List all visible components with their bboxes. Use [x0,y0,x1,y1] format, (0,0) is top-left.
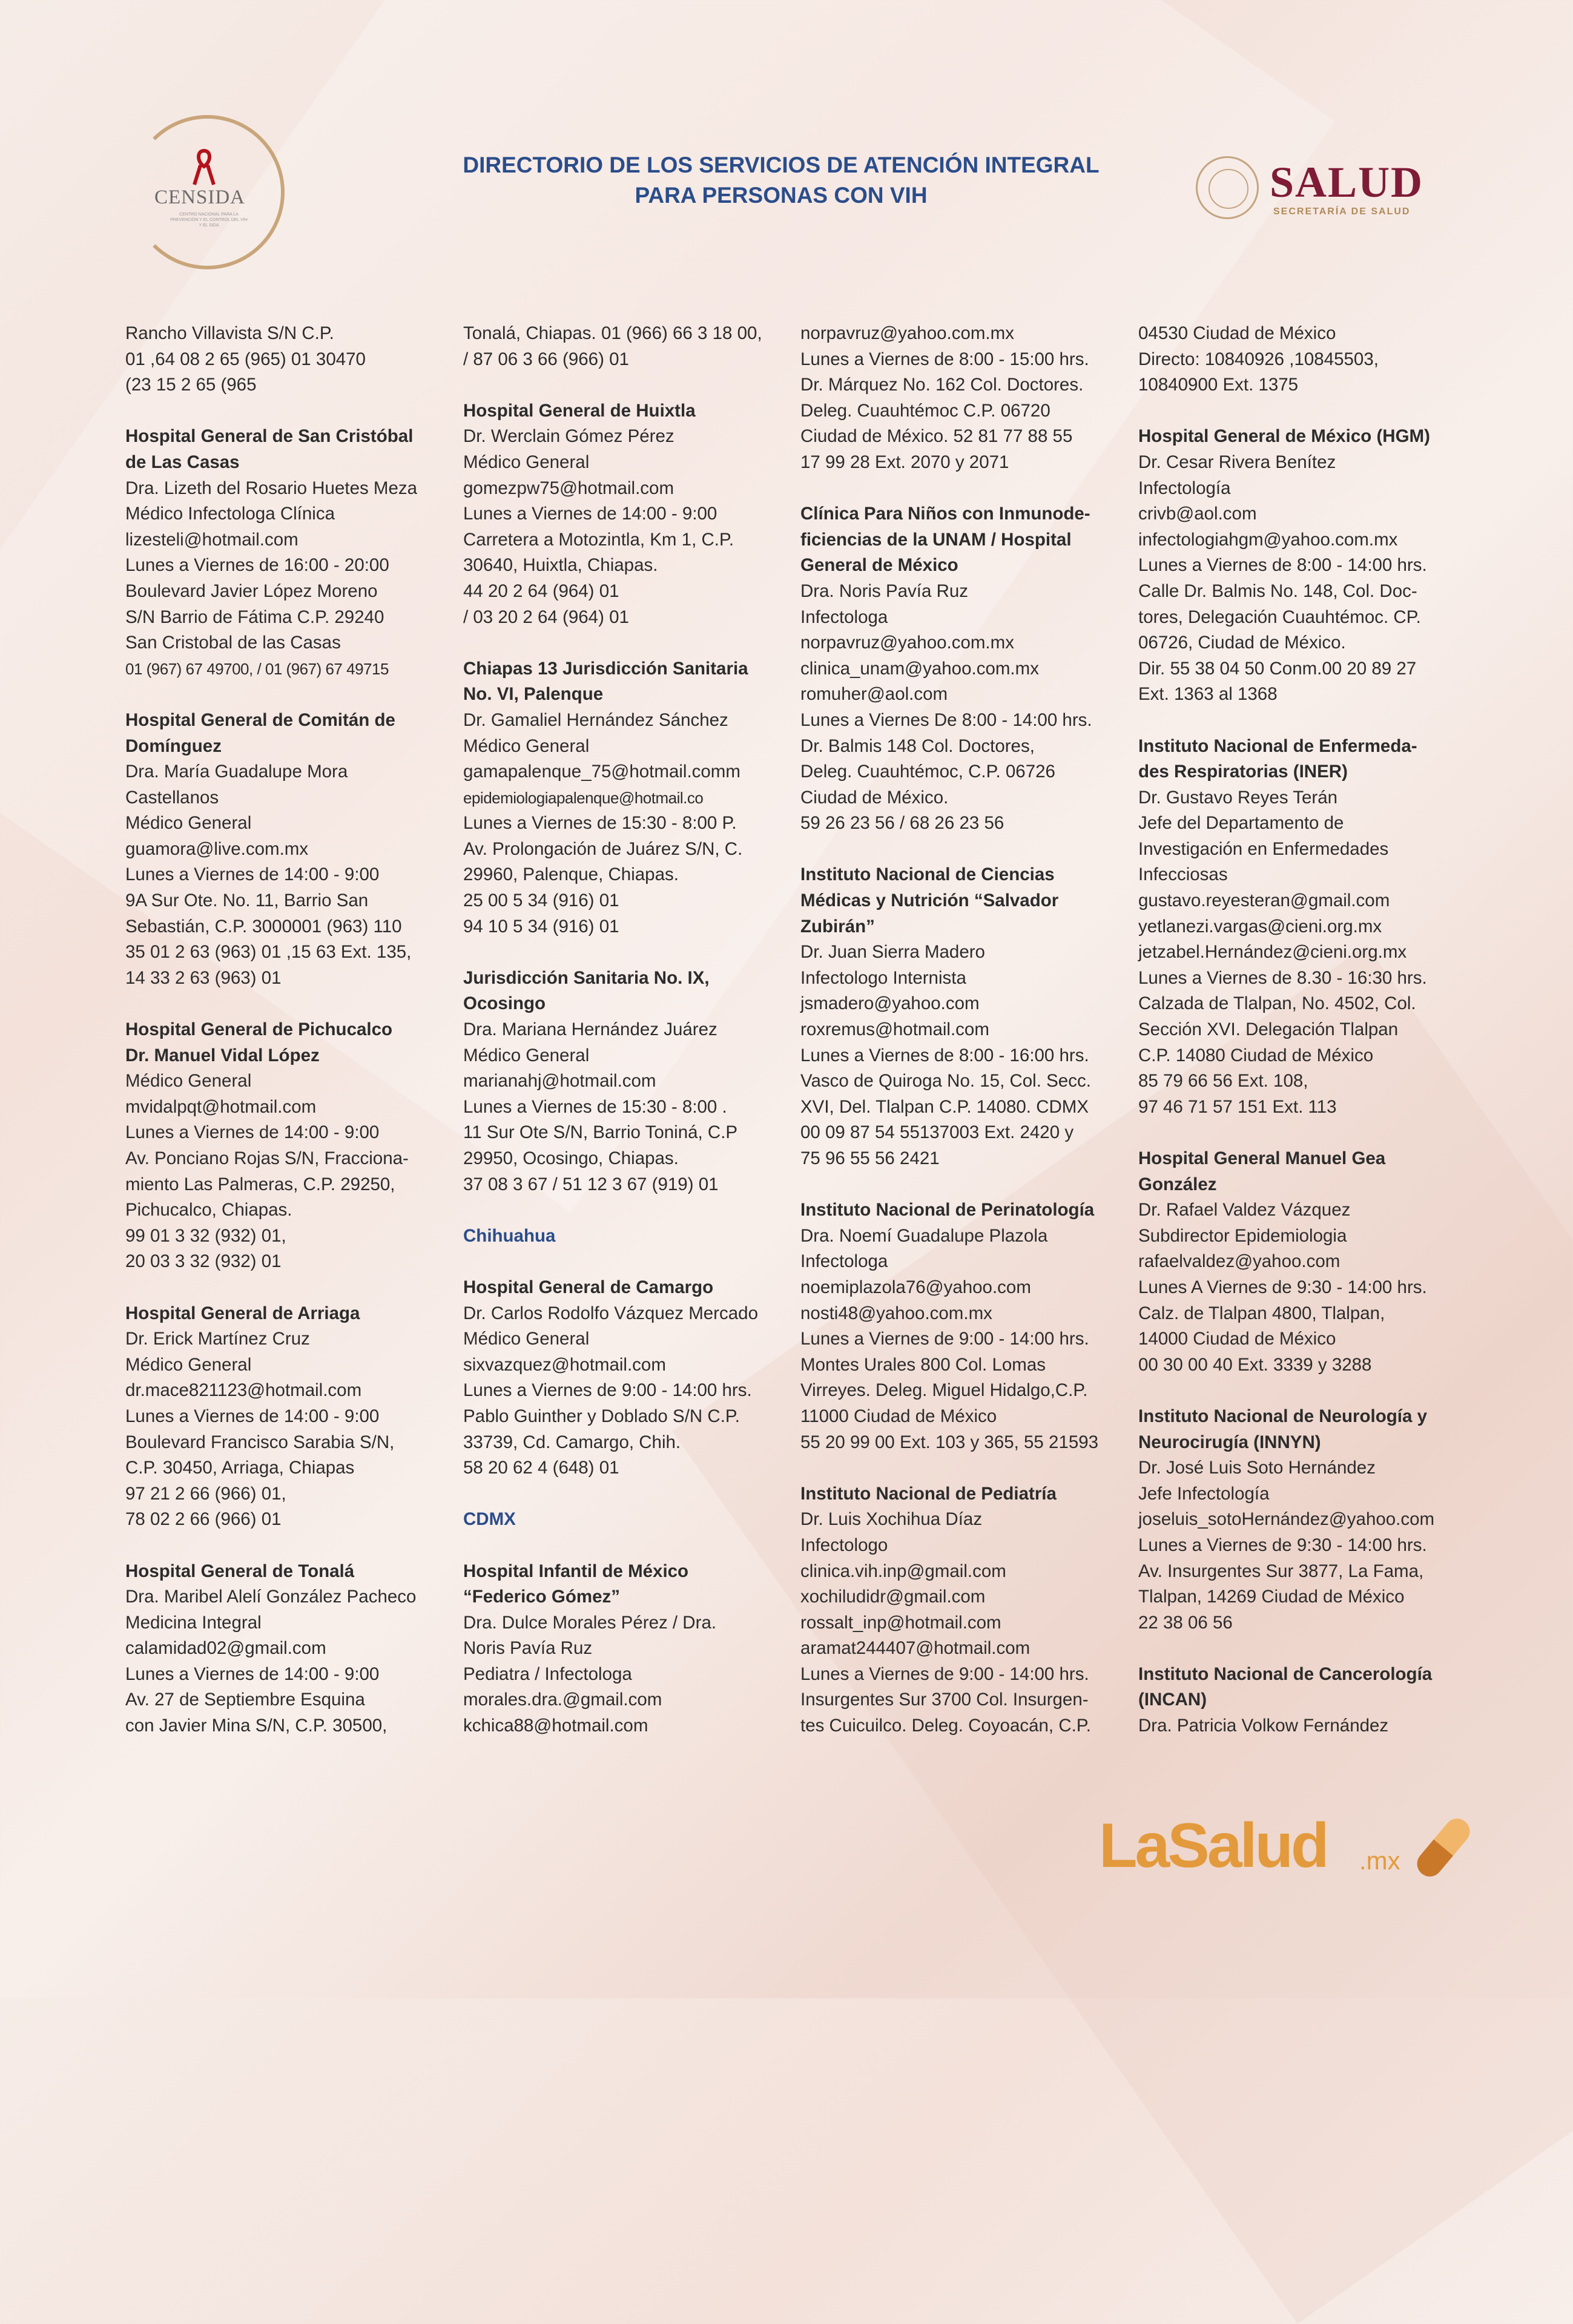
entry-line: calamidad02@gmail.com [125,1638,326,1659]
entry-line: Lunes a Viernes de 9:00 - 14:00 hrs. [800,1664,1089,1684]
entry-line: Pichucalco, Chiapas. [125,1200,292,1220]
entry-heading: Chiapas 13 Jurisdicción Sanitaria [463,658,748,679]
entry-line: 97 21 2 66 (966) 01, [125,1483,286,1504]
entry-line: Dr. Gamaliel Hernández Sánchez [463,709,728,730]
entry-line: nosti48@yahoo.com.mx [800,1303,992,1323]
entry-heading: de Las Casas [125,452,240,472]
entry-line: Lunes a Viernes De 8:00 - 14:00 hrs. [800,709,1092,730]
entry-heading: Hospital General de San Cristóbal [125,426,414,447]
entry-line: Lunes A Viernes de 9:30 - 14:00 hrs. [1138,1277,1427,1297]
entry-line: sixvazquez@hotmail.com [463,1354,666,1375]
entry-line: Tlalpan, 14269 Ciudad de México [1138,1587,1405,1607]
entry-heading: Instituto Nacional de Enfermeda- [1138,736,1417,756]
entry-line: Lunes a Viernes de 16:00 - 20:00 [125,555,389,576]
entry-line: Lunes a Viernes de 15:30 - 8:00 . [463,1096,727,1117]
entry-line: Dr. Rafael Valdez Vázquez [1138,1200,1351,1220]
censida-logo-subtitle: CENTRO NACIONAL PARA LA PREVENCIÓN Y EL CONTROL DEL VIH Y EL SIDA [170,212,248,228]
salud-logo [1196,156,1438,223]
entry-line: 14 33 2 63 (963) 01 [125,967,282,988]
entry-line: Infectología [1138,478,1231,498]
entry-heading: Instituto Nacional de Perinatología [800,1200,1095,1220]
entry-line: morales.dra.@gmail.com [463,1690,662,1710]
entry-heading: ficiencias de la UNAM / Hospital [800,529,1072,550]
spacer [1138,398,1447,424]
entry-line: Jefe del Departamento de [1138,813,1344,834]
entry-line: 11000 Ciudad de México [800,1406,997,1426]
page-title [363,150,1199,211]
entry-heading: Neurocirugía (INNYN) [1138,1432,1321,1452]
entry-line: San Cristobal de las Casas [125,633,341,653]
entry-line: 29960, Palenque, Chiapas. [463,864,679,885]
entry-line: Jefe Infectología [1138,1483,1270,1504]
directory-column-2 [463,321,772,1739]
entry-line: Lunes a Viernes de 14:00 - 9:00 [125,1664,380,1684]
entry-heading: Hospital General de Comitán de [125,709,395,730]
entry-line: Calzada de Tlalpan, No. 4502, Col. [1138,993,1416,1014]
entry-heading: des Respiratorias (INER) [1138,762,1348,782]
entry-heading: Hospital General Manuel Gea [1138,1148,1386,1168]
entry-line: 94 10 5 34 (916) 01 [463,916,619,937]
entry-line: romuher@aol.com [800,684,948,705]
entry-line: Calle Dr. Balmis No. 148, Col. Doc- [1138,581,1417,601]
spacer [125,1533,434,1559]
entry-line: tes Cuicuilco. Deleg. Coyoacán, C.P. [800,1716,1091,1736]
entry-line: Sección XVI. Delegación Tlalpan [1138,1019,1399,1040]
entry-line: Av. 27 de Septiembre Esquina [125,1690,365,1710]
entry-line: 29950, Ocosingo, Chiapas. [463,1148,679,1168]
entry-line: Dra. Noemí Guadalupe Plazola [800,1225,1048,1246]
entry-line: Rancho Villavista S/N C.P. [125,323,334,343]
entry-line: Lunes a Viernes de 8:00 - 15:00 hrs. [800,349,1089,369]
entry-line: xochiludidr@gmail.com [800,1587,986,1607]
entry-line: Castellanos [125,787,219,808]
spacer [1138,1636,1447,1662]
censida-logo-text: CENSIDA [154,186,246,208]
entry-line: Infecciosas [1138,864,1228,885]
salud-logo-text: SALUD [1270,158,1424,206]
entry-line: Av. Insurgentes Sur 3877, La Fama, [1138,1561,1424,1581]
entry-line: Médico General [463,452,590,472]
entry-heading: Hospital General de México (HGM) [1138,426,1430,447]
entry-line: Lunes a Viernes de 14:00 - 9:00 [125,1406,380,1426]
entry-line: 33739, Cd. Camargo, Chih. [463,1432,681,1452]
entry-line: 59 26 23 56 / 68 26 23 56 [800,813,1004,834]
spacer [125,991,434,1017]
entry-line: 35 01 2 63 (963) 01 ,15 63 Ext. 135, [125,942,412,963]
lasalud-logo [1099,1810,1492,1895]
entry-line: miento Las Palmeras, C.P. 29250, [125,1174,395,1194]
entry-line: Dir. 55 38 04 50 Conm.00 20 89 27 [1138,658,1417,679]
entry-line: / 03 20 2 64 (964) 01 [463,607,629,627]
lasalud-logo-text: LaSalud [1099,1811,1327,1881]
entry-line: yetlanezi.vargas@cieni.org.mx [1138,916,1382,937]
entry-heading: Clínica Para Niños con Inmunode- [800,504,1090,524]
entry-line: Médico General [463,736,590,756]
spacer [800,476,1109,502]
entry-line: Dra. María Guadalupe Mora [125,762,348,782]
entry-line: Lunes a Viernes de 14:00 - 9:00 [463,504,717,524]
spacer [125,398,434,424]
entry-line: XVI, Del. Tlalpan C.P. 14080. CDMX [800,1096,1089,1117]
spacer [463,372,772,398]
entry-line: 20 03 3 32 (932) 01 [125,1251,282,1272]
entry-line: Dra. Mariana Hernández Juárez [463,1019,717,1040]
entry-line: gamapalenque_75@hotmail.comm [463,762,740,782]
entry-heading: Médicas y Nutrición “Salvador [800,890,1059,911]
entry-line: 78 02 2 66 (966) 01 [125,1509,282,1530]
entry-line: roxremus@hotmail.com [800,1019,989,1040]
entry-line: Lunes a Viernes de 9:00 - 14:00 hrs. [800,1329,1089,1349]
entry-line: Av. Ponciano Rojas S/N, Fracciona- [125,1148,409,1168]
pill-icon [1412,1814,1475,1882]
entry-line: 10840900 Ext. 1375 [1138,375,1299,395]
entry-line: Lunes a Viernes de 8:00 - 14:00 hrs. [1138,555,1427,576]
entry-line: rossalt_inp@hotmail.com [800,1612,1001,1633]
title-line-1: DIRECTORIO DE LOS SERVICIOS DE ATENCIÓN INTEGRAL [463,153,1100,177]
spacer [463,1197,772,1223]
entry-line: 37 08 3 67 / 51 12 3 67 (919) 01 [463,1174,719,1194]
spacer [125,682,434,708]
entry-heading: Hospital General de Arriaga [125,1303,360,1323]
spacer [800,1455,1109,1481]
entry-line: norpavruz@yahoo.com.mx [800,323,1014,343]
entry-line: Dr. Cesar Rivera Benítez [1138,452,1336,472]
entry-line: Carretera a Motozintla, Km 1, C.P. [463,529,734,550]
entry-line: Médico General [463,1045,590,1065]
entry-line: Infectologa [800,607,888,627]
region-heading: Chihuahua [463,1225,556,1246]
entry-line: Dra. Maribel Alelí González Pacheco [125,1587,417,1607]
spacer [463,630,772,656]
entry-line: Dr. Luis Xochihua Díaz [800,1509,983,1530]
region-heading: CDMX [463,1509,516,1530]
entry-line: Infectologo [800,1535,888,1555]
entry-line: Infectologa [800,1251,888,1272]
mexico-seal-icon [1196,156,1259,219]
entry-heading: Ocosingo [463,993,546,1014]
entry-line: Dr. Carlos Rodolfo Vázquez Mercado [463,1303,758,1323]
entry-line: Vasco de Quiroga No. 15, Col. Secc. [800,1071,1091,1091]
entry-line: jetzabel.Hernández@cieni.org.mx [1138,942,1407,963]
entry-line: Ciudad de México. [800,787,949,808]
spacer [463,940,772,966]
entry-heading: Hospital Infantil de México [463,1561,689,1581]
entry-line: Médico General [463,1329,590,1349]
entry-line: lizesteli@hotmail.com [125,529,298,550]
entry-line: 11 Sur Ote S/N, Barrio Toniná, C.P [463,1122,738,1143]
entry-heading: Jurisdicción Sanitaria No. IX, [463,967,710,988]
entry-line: con Javier Mina S/N, C.P. 30500, [125,1716,387,1736]
entry-line: / 87 06 3 66 (966) 01 [463,349,629,369]
entry-line: 44 20 2 64 (964) 01 [463,581,619,601]
entry-line: 22 38 06 56 [1138,1612,1233,1633]
entry-line: Tonalá, Chiapas. 01 (966) 66 3 18 00, [463,323,762,343]
spacer [800,1172,1109,1198]
entry-line: Médico General [125,1071,252,1091]
entry-line: 99 01 3 32 (932) 01, [125,1225,286,1246]
spacer [463,1533,772,1559]
entry-heading: González [1138,1174,1217,1194]
entry-line: Médico Infectologa Clínica [125,504,335,524]
entry-line: mvidalpqt@hotmail.com [125,1096,317,1117]
entry-line: Insurgentes Sur 3700 Col. Insurgen- [800,1690,1089,1710]
entry-line: Dr. Márquez No. 162 Col. Doctores. [800,375,1084,395]
entry-line: 25 00 5 34 (916) 01 [463,890,619,911]
entry-line: 85 79 66 56 Ext. 108, [1138,1071,1308,1091]
entry-line: 01 ,64 08 2 65 (965) 01 30470 [125,349,366,369]
entry-line: S/N Barrio de Fátima C.P. 29240 [125,607,384,627]
entry-line: jsmadero@yahoo.com [800,993,980,1014]
entry-line: Boulevard Javier López Moreno [125,581,378,601]
entry-heading: Instituto Nacional de Neurología y [1138,1406,1427,1426]
entry-heading: Domínguez [125,736,222,756]
title-line-2: PARA PERSONAS CON VIH [635,183,928,208]
entry-line: Pablo Guinther y Doblado S/N C.P. [463,1406,740,1426]
entry-line: 9A Sur Ote. No. 11, Barrio San [125,890,369,911]
spacer [463,1481,772,1507]
entry-line: joseluis_sotoHernández@yahoo.com [1138,1509,1435,1530]
entry-line: C.P. 30450, Arriaga, Chiapas [125,1458,355,1478]
entry-line: Pediatra / Infectologa [463,1664,632,1684]
entry-heading: Instituto Nacional de Cancerología [1138,1664,1433,1684]
entry-heading: Instituto Nacional de Ciencias [800,864,1055,885]
entry-line: 30640, Huixtla, Chiapas. [463,555,658,576]
entry-line: Médico General [125,813,252,834]
entry-line: Lunes a Viernes de 8:00 - 16:00 hrs. [800,1045,1089,1065]
entry-line: Dr. Balmis 148 Col. Doctores, [800,736,1035,756]
entry-line: Dr. Gustavo Reyes Terán [1138,787,1338,808]
entry-line: Investigación en Enfermedades [1138,838,1389,859]
entry-heading: Instituto Nacional de Pediatría [800,1483,1057,1504]
entry-line: 14000 Ciudad de México [1138,1329,1336,1349]
entry-line: tores, Delegación Cuauhtémoc. CP. [1138,607,1421,627]
entry-line: Dr. José Luis Soto Hernández [1138,1458,1376,1478]
entry-heading: Hospital General de Tonalá [125,1561,355,1581]
entry-line: clinica.vih.inp@gmail.com [800,1561,1006,1581]
entry-line: Médico General [125,1354,252,1375]
entry-line: gustavo.reyesteran@gmail.com [1138,890,1390,911]
entry-line: Boulevard Francisco Sarabia S/N, [125,1432,395,1452]
entry-heading: General de México [800,555,958,576]
entry-line: Dra. Noris Pavía Ruz [800,581,969,601]
spacer [1138,1120,1447,1146]
entry-line: Infectologo Internista [800,967,966,988]
entry-line: 75 96 55 56 2421 [800,1148,940,1168]
entry-line: guamora@live.com.mx [125,838,309,859]
entry-heading: Dr. Manuel Vidal López [125,1045,320,1065]
entry-line: C.P. 14080 Ciudad de México [1138,1045,1374,1065]
entry-heading: Hospital General de Huixtla [463,400,696,421]
entry-heading: No. VI, Palenque [463,684,604,705]
red-ribbon-icon [191,148,217,187]
entry-line: Av. Prolongación de Juárez S/N, C. [463,838,743,859]
entry-line: 00 09 87 54 55137003 Ext. 2420 y [800,1122,1074,1143]
directory-column-4 [1138,321,1447,1739]
entry-line: crivb@aol.com [1138,504,1257,524]
entry-line: Medicina Integral [125,1612,262,1633]
entry-line: Lunes a Viernes de 9:00 - 14:00 hrs. [463,1380,752,1401]
entry-line: aramat244407@hotmail.com [800,1638,1031,1659]
entry-line: Montes Urales 800 Col. Lomas [800,1354,1046,1375]
entry-line: 17 99 28 Ext. 2070 y 2071 [800,452,1009,472]
entry-line: Subdirector Epidemiologia [1138,1225,1347,1246]
entry-line: Lunes a Viernes de 9:30 - 14:00 hrs. [1138,1535,1427,1555]
entry-line: Dra. Dulce Morales Pérez / Dra. [463,1612,717,1633]
entry-line: 55 20 99 00 Ext. 103 y 365, 55 21593 [800,1432,1099,1452]
entry-line: Ext. 1363 al 1368 [1138,684,1278,705]
entry-line: Dra. Patricia Volkow Fernández [1138,1716,1389,1736]
entry-heading: “Federico Gómez” [463,1587,621,1607]
entry-heading: Zubirán” [800,916,875,937]
entry-line: clinica_unam@yahoo.com.mx [800,658,1039,679]
entry-line: 04530 Ciudad de México [1138,323,1336,343]
entry-line: (23 15 2 65 (965 [125,375,257,395]
entry-line: rafaelvaldez@yahoo.com [1138,1251,1341,1272]
entry-line: 97 46 71 57 151 Ext. 113 [1138,1096,1337,1117]
entry-heading: Hospital General de Pichucalco [125,1019,393,1040]
spacer [800,837,1109,863]
entry-line: Lunes a Viernes de 15:30 - 8:00 P. [463,813,737,834]
entry-line: Directo: 10840926 ,10845503, [1138,349,1379,369]
entry-line: Sebastián, C.P. 3000001 (963) 110 [125,916,402,937]
salud-logo-subtitle: SECRETARÍA DE SALUD [1273,206,1411,217]
entry-line: Noris Pavía Ruz [463,1638,593,1659]
entry-line: noemiplazola76@yahoo.com [800,1277,1031,1297]
spacer [1138,708,1447,734]
entry-line: Lunes a Viernes de 8.30 - 16:30 hrs. [1138,967,1427,988]
spacer [125,1275,434,1301]
entry-line: Deleg. Cuauhtémoc, C.P. 06726 [800,762,1055,782]
entry-line: epidemiologiapalenque@hotmail.co [463,788,704,807]
entry-line: norpavruz@yahoo.com.mx [800,633,1014,653]
censida-logo [130,115,285,269]
lasalud-logo-suffix: .mx [1359,1846,1400,1875]
entry-line: dr.mace821123@hotmail.com [125,1380,362,1401]
spacer [1138,1378,1447,1404]
entry-line: Dr. Juan Sierra Madero [800,942,985,963]
entry-line: kchica88@hotmail.com [463,1716,648,1736]
entry-line: 58 20 62 4 (648) 01 [463,1458,619,1478]
directory-column-1 [125,321,434,1739]
directory-column-3 [800,321,1109,1739]
entry-heading: Hospital General de Camargo [463,1277,714,1297]
entry-heading: (INCAN) [1138,1690,1207,1710]
entry-line: 01 (967) 67 49700, / 01 (967) 67 49715 [125,659,389,678]
entry-line: marianahj@hotmail.com [463,1071,656,1091]
entry-line: 06726, Ciudad de México. [1138,633,1346,653]
entry-line: Dr. Erick Martínez Cruz [125,1329,310,1349]
entry-line: 00 30 00 40 Ext. 3339 y 3288 [1138,1354,1372,1375]
entry-line: Virreyes. Deleg. Miguel Hidalgo,C.P. [800,1380,1088,1401]
entry-line: Ciudad de México. 52 81 77 88 55 [800,426,1073,447]
entry-line: Lunes a Viernes de 14:00 - 9:00 [125,1122,380,1143]
entry-line: Calz. de Tlalpan 4800, Tlalpan, [1138,1303,1385,1323]
entry-line: infectologiahgm@yahoo.com.mx [1138,529,1398,550]
entry-line: Dr. Werclain Gómez Pérez [463,426,674,447]
entry-line: Deleg. Cuauhtémoc C.P. 06720 [800,400,1050,421]
entry-line: Dra. Lizeth del Rosario Huetes Meza [125,478,418,498]
entry-line: gomezpw75@hotmail.com [463,478,674,498]
entry-line: Lunes a Viernes de 14:00 - 9:00 [125,864,380,885]
spacer [463,1249,772,1275]
